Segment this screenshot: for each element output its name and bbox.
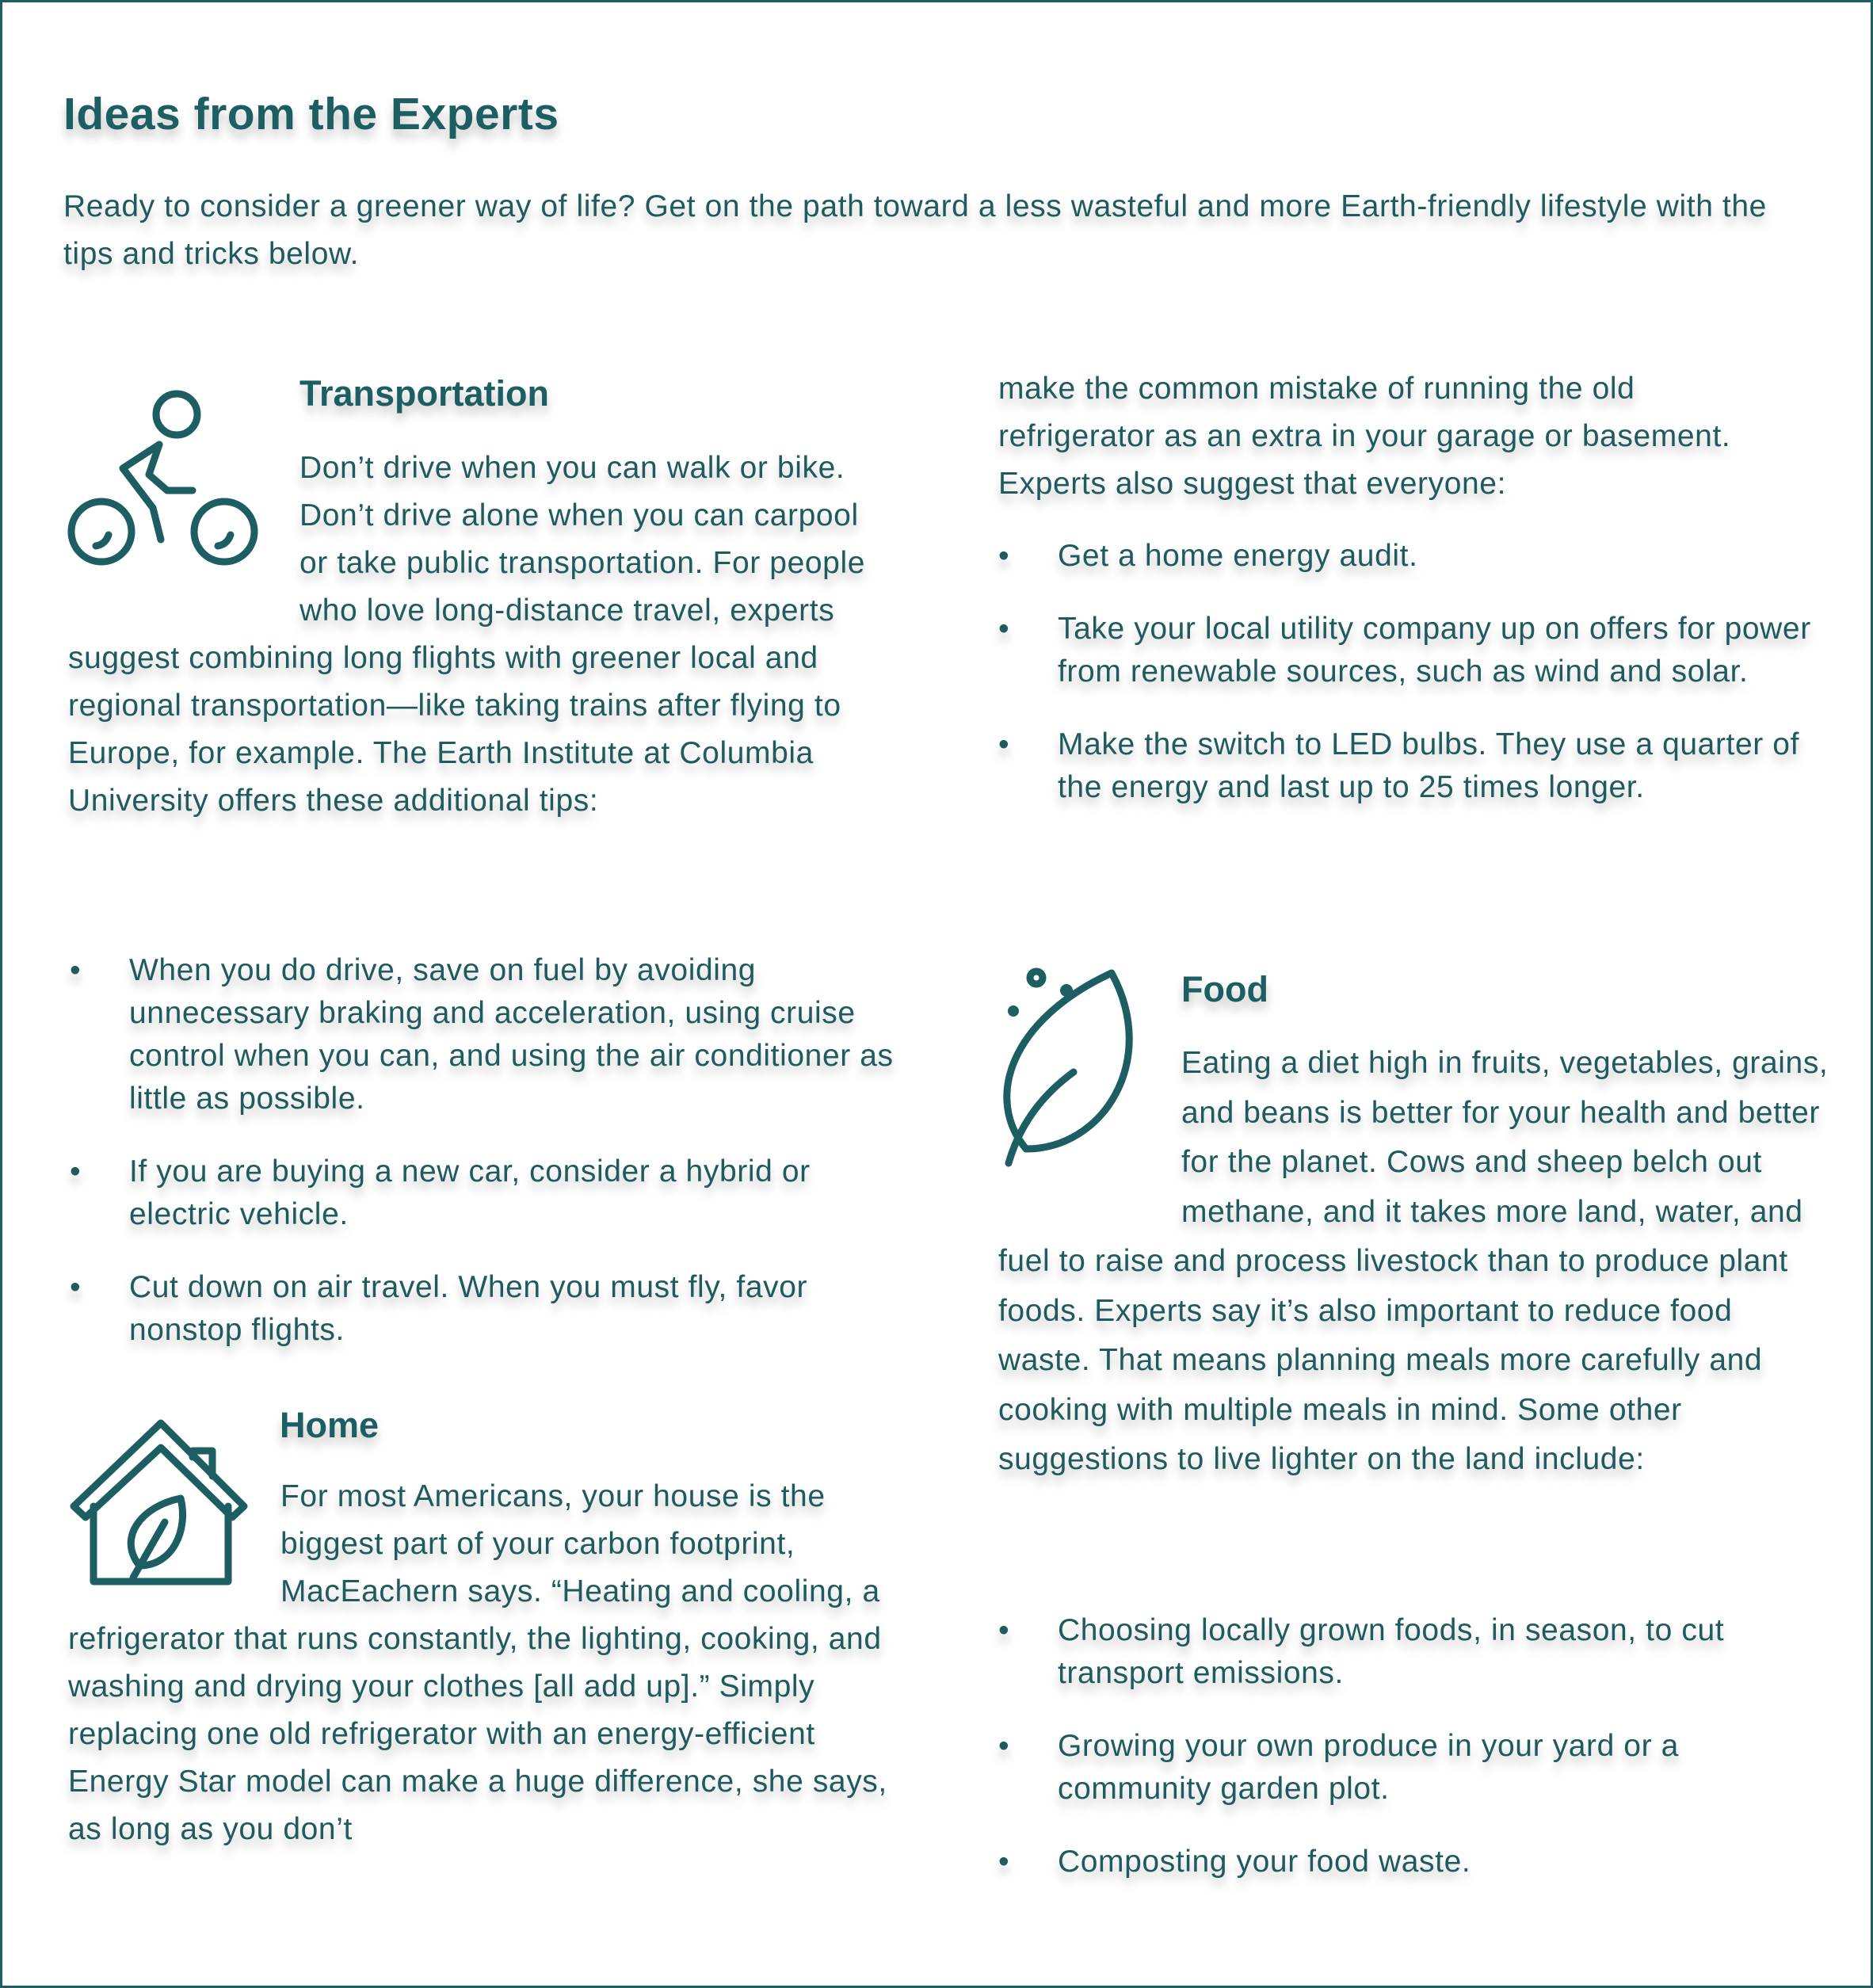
food-body-rest: Cows and sheep belch out methane, and it takes more land, water, and fuel to raise and process livestock than to produce plant foods. Experts say it’s also important to reduce food waste. That means planning meals more carefully and cooking with multiple meals in mind. Some other suggestions to live lighter on the land include: xyxy=(998,1145,1803,1476)
home-body-rest: “Heating and cooling, a refrigerator that runs constantly, the lighting, cooking, and washing and drying your clothes [all add up].” Simply replacing one old refrigerator with an energy-efficient Energy Star model can make a huge difference, she says, as long as you don’t xyxy=(68,1574,887,1846)
list-item: • Make the switch to LED bulbs. They use a quarter of the energy and last up to 25 times longer. xyxy=(998,723,1822,809)
intro-paragraph: Ready to consider a greener way of life? Get on the path toward a less wasteful and more Earth-friendly lifestyle with the tips and tricks below. xyxy=(63,189,1767,271)
list-item: • Get a home energy audit. xyxy=(998,535,1822,578)
home-heading: Home xyxy=(280,1405,380,1445)
list-item: • Take your local utility company up on offers for power from renewable sources, such as wind and solar. xyxy=(998,608,1822,693)
list-item: • Choosing locally grown foods, in season, to cut transport emissions. xyxy=(998,1609,1822,1695)
transportation-heading: Transportation xyxy=(299,373,550,414)
list-item: • When you do drive, save on fuel by avoiding unnecessary braking and acceleration, using cruise control when you can, and using the air conditioner as little as possible. xyxy=(70,949,894,1120)
transportation-tips-list xyxy=(70,949,894,1382)
transportation-body-rest: For people who love long-distance travel, experts suggest combining long flights with greener local and regional transportation—like taking trains after flying to Europe, for example. The Earth Institute at Columbia University offers these additional tips: xyxy=(68,546,865,818)
list-item: • Cut down on air travel. When you must fly, favor nonstop flights. xyxy=(70,1266,894,1352)
home-body-continued: make the common mistake of running the old refrigerator as an extra in your garage or basement. Experts also suggest that everyone: xyxy=(998,372,1731,501)
transportation-body xyxy=(68,445,892,825)
transportation-body-lead: Don’t drive when you can walk or bike. Don’t drive alone when you can carpool or take public transportation. xyxy=(299,451,859,580)
list-item: • Composting your food waste. xyxy=(998,1841,1822,1883)
food-body-lead: Eating a diet high in fruits, vegetables, grains, and beans is better for your health and better for the planet. xyxy=(1181,1046,1829,1179)
food-tips-list xyxy=(998,1609,1822,1914)
list-item: • If you are buying a new car, consider a hybrid or electric vehicle. xyxy=(70,1150,894,1236)
page-title: Ideas from the Experts xyxy=(63,89,559,139)
home-body xyxy=(68,1473,892,1853)
home-body-lead: For most Americans, your house is the biggest part of your carbon footprint, MacEachern says. xyxy=(280,1479,826,1608)
food-body xyxy=(998,1039,1830,1485)
food-heading: Food xyxy=(1181,969,1268,1009)
list-item: • Growing your own produce in your yard or a community garden plot. xyxy=(998,1725,1822,1811)
home-tips-list xyxy=(998,535,1822,839)
